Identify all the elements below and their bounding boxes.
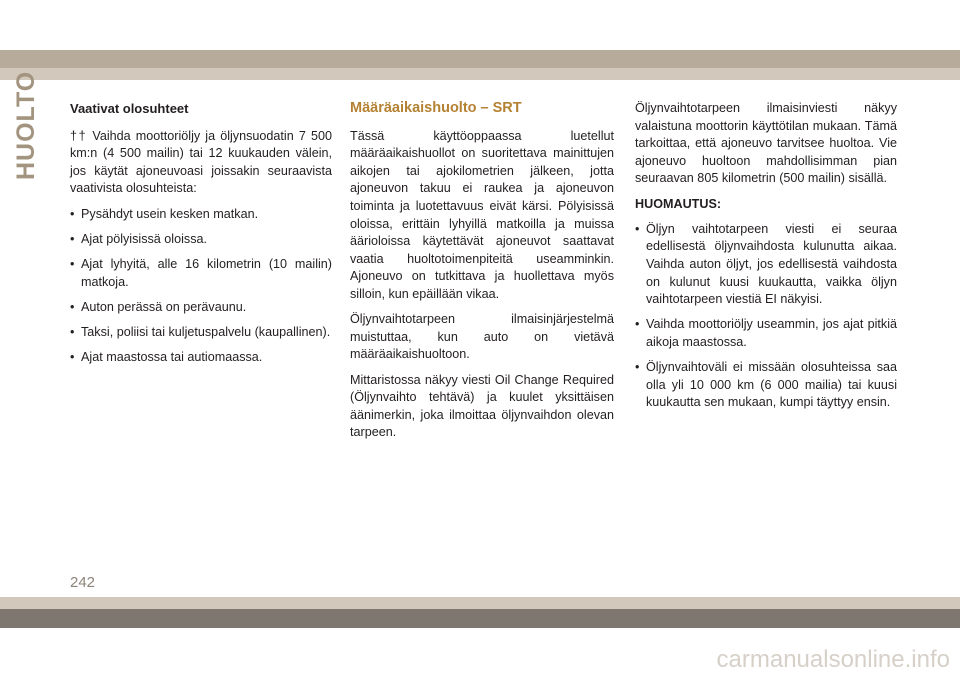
heading-srt-maintenance: Määräaikaishuolto – SRT xyxy=(350,100,522,116)
intro-paragraph: †† Vaihda moottoriöljy ja öljynsuodatin 7 500 km:n (4 500 mailin) tai 12 kuukauden välein, jos käytät ajoneuvoasi joissakin seuraavista vaativista olosuhteista: xyxy=(70,128,332,196)
list-item: • Ajat lyhyitä, alle 16 kilometrin (10 mailin) matkoja. xyxy=(70,256,332,291)
paragraph: Öljynvaihtotarpeen ilmaisinviesti näkyy valaistuna moottorin käyttötilan mukaan. Tämä tarkoittaa, että ajoneuvo tarvitsee huoltoa. Vie ajoneuvo huoltoon mahdollisimman pian seuraavan 805 kilometrin (500 mailin) sisällä. xyxy=(635,101,897,186)
header-band-light xyxy=(0,68,960,80)
list-item: • Auton perässä on perävaunu. xyxy=(70,299,332,317)
severe-conditions-list xyxy=(70,206,332,367)
footer-band-light xyxy=(0,597,960,609)
paragraph: Tässä käyttöoppaassa luetellut määräaikaishuollot on suoritettava mainittujen aikojen tai ajokilometrien jälkeen, jotta ajoneuvon takuu ei raukea ja ajoneuvon toiminta ja luotettavuus eivät kärsi. Pölyisissä oloissa, erittäin lyhyillä matkoilla ja muissa äärioloissa käytettävät ajoneuvot saattavat vaatia huoltotoimenpiteitä useamminkin. Ajoneuvo on tutkittava ja huollettava myös silloin, kun epäillään vikaa. xyxy=(350,128,614,301)
column-middle xyxy=(350,100,614,449)
list-item: • Taksi, poliisi tai kuljetuspalvelu (kaupallinen). xyxy=(70,324,332,342)
page-number: 242 xyxy=(70,574,96,591)
note-list xyxy=(635,221,897,412)
list-item: • Pysähdyt usein kesken matkan. xyxy=(70,206,332,224)
paragraph: Mittaristossa näkyy viesti Oil Change Required (Öljynvaihto tehtävä) ja kuulet yksittäisen äänimerkin, joka ilmoittaa öljynvaihdon olevan tarpeen. xyxy=(350,372,614,440)
list-item: • Ajat pölyisissä oloissa. xyxy=(70,231,332,249)
section-tab-label: HUOLTO xyxy=(12,70,40,180)
watermark-text: carmanualsonline.info xyxy=(716,646,950,673)
list-item: • Vaihda moottoriöljy useammin, jos ajat pitkiä aikoja maastossa. xyxy=(635,316,897,351)
list-item: • Öljyn vaihtotarpeen viesti ei seuraa edellisestä öljynvaihdosta kulunutta aikaa. Vaihda auton öljyt, jos edellisestä vaihdosta on kulunut kuusi kuukautta, vaikka öljyn vaihtotarpeen viestiä EI näkyisi. xyxy=(635,221,897,309)
list-item: • Öljynvaihtoväli ei missään olosuhteissa saa olla yli 10 000 km (6 000 mailia) tai kuusi kuukautta sen mukaan, kumpi täyttyy ensin. xyxy=(635,359,897,412)
footer-band xyxy=(0,609,960,628)
column-left xyxy=(70,100,332,374)
column-right xyxy=(635,100,897,419)
header-band xyxy=(0,50,960,68)
heading-severe-conditions: Vaativat olosuhteet xyxy=(70,101,189,116)
paragraph: Öljynvaihtotarpeen ilmaisinjärjestelmä muistuttaa, kun auto on vietävä määräaikaishuoltoon. xyxy=(350,312,614,362)
list-item: • Ajat maastossa tai autiomaassa. xyxy=(70,349,332,367)
top-margin xyxy=(0,0,960,50)
note-label: HUOMAUTUS: xyxy=(635,196,722,211)
